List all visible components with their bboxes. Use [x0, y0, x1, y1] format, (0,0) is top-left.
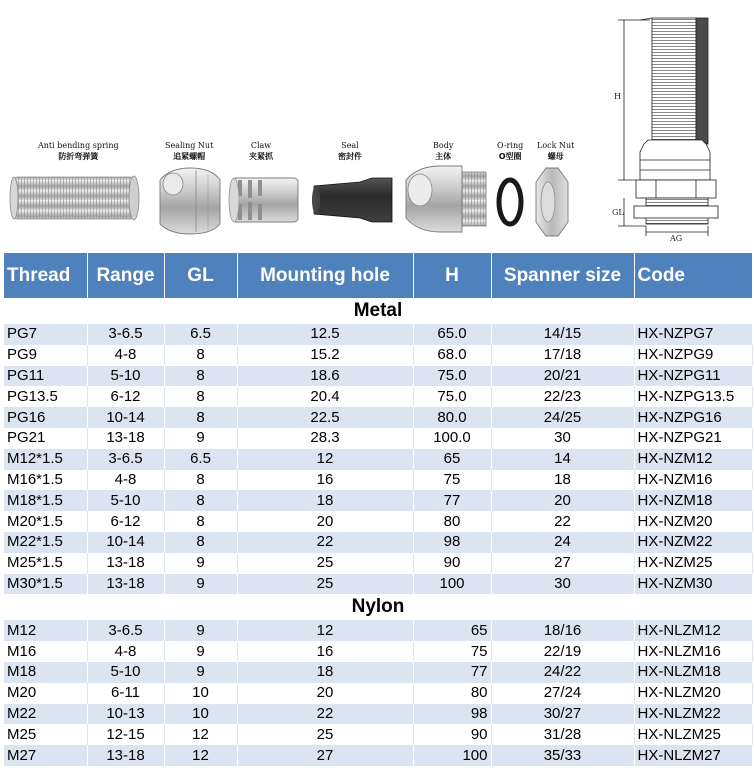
table-row — [4, 449, 752, 470]
cell-code: HX-NLZM22 — [634, 704, 752, 725]
cell-spanner-size: 14/15 — [491, 324, 634, 345]
cell-range: 4-8 — [87, 470, 164, 491]
cell-spanner-size: 24/22 — [491, 662, 634, 683]
cell-h: 100.0 — [413, 428, 491, 449]
part-label-lock-nut: Lock Nut 螺母 — [537, 141, 575, 161]
cell-mounting-hole: 12 — [237, 620, 413, 641]
cell-gl: 10 — [164, 704, 237, 725]
part-label-spring: Anti bending spring 防折弯弹簧 — [38, 141, 119, 161]
part-label-sealing-nut: Sealing Nut 追紧螺帽 — [165, 141, 214, 161]
cell-gl: 12 — [164, 724, 237, 745]
table-header-row — [4, 253, 752, 298]
cell-h: 80.0 — [413, 407, 491, 428]
cell-range: 13-18 — [87, 745, 164, 766]
cell-mounting-hole: 16 — [237, 641, 413, 662]
cell-thread: M20 — [4, 683, 87, 704]
cell-range: 6-11 — [87, 683, 164, 704]
cell-thread: PG13.5 — [4, 386, 87, 407]
cell-mounting-hole: 20.4 — [237, 386, 413, 407]
table-row — [4, 532, 752, 553]
cell-h: 90 — [413, 724, 491, 745]
cell-thread: M25*1.5 — [4, 553, 87, 574]
cell-mounting-hole: 25 — [237, 724, 413, 745]
cell-code: HX-NZPG7 — [634, 324, 752, 345]
cell-thread: PG9 — [4, 345, 87, 366]
table-row — [4, 745, 752, 766]
cell-gl: 8 — [164, 490, 237, 511]
cell-mounting-hole: 25 — [237, 553, 413, 574]
part-label-o-ring: O-ring O型圈 — [497, 141, 524, 161]
cell-spanner-size: 22/19 — [491, 641, 634, 662]
cell-gl: 8 — [164, 511, 237, 532]
table-row — [4, 683, 752, 704]
cell-thread: PG16 — [4, 407, 87, 428]
cell-mounting-hole: 20 — [237, 511, 413, 532]
cell-spanner-size: 22/23 — [491, 386, 634, 407]
cell-h: 98 — [413, 704, 491, 725]
cell-code: HX-NZM25 — [634, 553, 752, 574]
table-row — [4, 704, 752, 725]
cell-mounting-hole: 28.3 — [237, 428, 413, 449]
cell-range: 10-13 — [87, 704, 164, 725]
cell-thread: M22 — [4, 704, 87, 725]
cell-gl: 12 — [164, 745, 237, 766]
spec-table — [4, 253, 753, 766]
cell-range: 12-15 — [87, 724, 164, 745]
cell-h: 100 — [413, 574, 491, 595]
cell-spanner-size: 24/25 — [491, 407, 634, 428]
anti-bending-spring-drawing — [10, 176, 139, 220]
cell-h: 80 — [413, 511, 491, 532]
cell-mounting-hole: 22.5 — [237, 407, 413, 428]
cell-mounting-hole: 18 — [237, 662, 413, 683]
table-row — [4, 620, 752, 641]
seal-drawing — [312, 178, 392, 222]
cell-gl: 8 — [164, 532, 237, 553]
lock-nut-drawing — [536, 168, 568, 236]
cell-spanner-size: 27 — [491, 553, 634, 574]
header-mounting-hole: Mounting hole — [237, 253, 413, 298]
cell-range: 10-14 — [87, 407, 164, 428]
cell-gl: 8 — [164, 345, 237, 366]
cell-gl: 8 — [164, 386, 237, 407]
cell-code: HX-NZPG16 — [634, 407, 752, 428]
cell-spanner-size: 27/24 — [491, 683, 634, 704]
o-ring-drawing — [499, 180, 521, 224]
parts-illustration — [0, 0, 754, 252]
cell-gl: 6.5 — [164, 324, 237, 345]
header-code: Code — [634, 253, 752, 298]
cell-thread: PG11 — [4, 366, 87, 387]
claw-drawing — [229, 178, 298, 222]
cell-code: HX-NZPG21 — [634, 428, 752, 449]
cell-range: 10-14 — [87, 532, 164, 553]
exploded-parts-drawing — [0, 0, 754, 252]
cell-code: HX-NZM22 — [634, 532, 752, 553]
cell-mounting-hole: 12 — [237, 449, 413, 470]
cell-gl: 9 — [164, 662, 237, 683]
cell-h: 65 — [413, 620, 491, 641]
cell-h: 65 — [413, 449, 491, 470]
cell-h: 80 — [413, 683, 491, 704]
cell-gl: 8 — [164, 407, 237, 428]
cell-code: HX-NLZM18 — [634, 662, 752, 683]
table-row — [4, 324, 752, 345]
cell-spanner-size: 30/27 — [491, 704, 634, 725]
cell-gl: 9 — [164, 620, 237, 641]
cell-thread: M12*1.5 — [4, 449, 87, 470]
cell-range: 5-10 — [87, 662, 164, 683]
cell-thread: M12 — [4, 620, 87, 641]
cell-range: 6-12 — [87, 511, 164, 532]
cell-h: 98 — [413, 532, 491, 553]
cell-spanner-size: 18/16 — [491, 620, 634, 641]
table-row — [4, 386, 752, 407]
table-row — [4, 641, 752, 662]
cell-mounting-hole: 20 — [237, 683, 413, 704]
cell-code: HX-NZM30 — [634, 574, 752, 595]
table-row — [4, 511, 752, 532]
part-label-seal: Seal 密封件 — [338, 141, 362, 161]
cell-spanner-size: 20 — [491, 490, 634, 511]
sealing-nut-drawing — [160, 168, 220, 234]
cell-spanner-size: 35/33 — [491, 745, 634, 766]
cell-h: 75.0 — [413, 386, 491, 407]
cell-range: 13-18 — [87, 428, 164, 449]
table-row — [4, 724, 752, 745]
cell-code: HX-NLZM12 — [634, 620, 752, 641]
cell-mounting-hole: 22 — [237, 532, 413, 553]
cell-mounting-hole: 27 — [237, 745, 413, 766]
header-range: Range — [87, 253, 164, 298]
cell-mounting-hole: 16 — [237, 470, 413, 491]
cell-code: HX-NZM12 — [634, 449, 752, 470]
cell-code: HX-NLZM25 — [634, 724, 752, 745]
table-row — [4, 553, 752, 574]
cell-thread: M27 — [4, 745, 87, 766]
cell-thread: M18*1.5 — [4, 490, 87, 511]
cell-h: 68.0 — [413, 345, 491, 366]
cell-range: 3-6.5 — [87, 449, 164, 470]
header-thread: Thread — [4, 253, 87, 298]
section-metal — [4, 298, 752, 324]
cell-range: 6-12 — [87, 386, 164, 407]
cell-gl: 8 — [164, 366, 237, 387]
cell-h: 65.0 — [413, 324, 491, 345]
dimension-drawing — [618, 18, 718, 236]
section-nylon — [4, 594, 752, 620]
header-h: H — [413, 253, 491, 298]
header-gl: GL — [164, 253, 237, 298]
cell-mounting-hole: 22 — [237, 704, 413, 725]
cell-thread: M30*1.5 — [4, 574, 87, 595]
cell-h: 75.0 — [413, 366, 491, 387]
cell-mounting-hole: 12.5 — [237, 324, 413, 345]
cell-code: HX-NZPG13.5 — [634, 386, 752, 407]
table-body — [4, 298, 752, 766]
part-label-body: Body 主体 — [433, 141, 454, 161]
table-row — [4, 574, 752, 595]
cell-gl: 6.5 — [164, 449, 237, 470]
cell-code: HX-NLZM20 — [634, 683, 752, 704]
cell-gl: 9 — [164, 428, 237, 449]
table-row — [4, 407, 752, 428]
table-row — [4, 366, 752, 387]
cell-h: 77 — [413, 662, 491, 683]
cell-gl: 10 — [164, 683, 237, 704]
cell-code: HX-NZM20 — [634, 511, 752, 532]
cell-spanner-size: 18 — [491, 470, 634, 491]
cell-mounting-hole: 15.2 — [237, 345, 413, 366]
table-row — [4, 345, 752, 366]
cell-h: 77 — [413, 490, 491, 511]
cell-code: HX-NZM18 — [634, 490, 752, 511]
cell-spanner-size: 17/18 — [491, 345, 634, 366]
cell-h: 75 — [413, 470, 491, 491]
cell-code: HX-NZPG11 — [634, 366, 752, 387]
table-row — [4, 490, 752, 511]
body-drawing — [406, 166, 486, 232]
cell-spanner-size: 31/28 — [491, 724, 634, 745]
cell-gl: 9 — [164, 574, 237, 595]
cell-range: 5-10 — [87, 490, 164, 511]
table-row — [4, 470, 752, 491]
section-title-nylon: Nylon — [4, 594, 752, 620]
cell-code: HX-NZPG9 — [634, 345, 752, 366]
cell-range: 3-6.5 — [87, 620, 164, 641]
cell-gl: 9 — [164, 641, 237, 662]
cell-mounting-hole: 18 — [237, 490, 413, 511]
cell-range: 4-8 — [87, 345, 164, 366]
cell-thread: M16*1.5 — [4, 470, 87, 491]
cell-thread: M20*1.5 — [4, 511, 87, 532]
cell-thread: M18 — [4, 662, 87, 683]
cell-range: 4-8 — [87, 641, 164, 662]
cell-spanner-size: 30 — [491, 428, 634, 449]
cell-range: 13-18 — [87, 553, 164, 574]
cell-gl: 8 — [164, 470, 237, 491]
cell-spanner-size: 30 — [491, 574, 634, 595]
cell-h: 90 — [413, 553, 491, 574]
dimension-h-label: H — [614, 92, 621, 101]
cell-spanner-size: 22 — [491, 511, 634, 532]
dimension-ag-label: AG — [670, 234, 683, 243]
cell-thread: M16 — [4, 641, 87, 662]
cell-range: 13-18 — [87, 574, 164, 595]
cell-spanner-size: 20/21 — [491, 366, 634, 387]
cell-mounting-hole: 18.6 — [237, 366, 413, 387]
table-row — [4, 428, 752, 449]
cell-range: 3-6.5 — [87, 324, 164, 345]
cell-thread: M22*1.5 — [4, 532, 87, 553]
cell-thread: PG21 — [4, 428, 87, 449]
header-spanner-size: Spanner size — [491, 253, 634, 298]
cell-spanner-size: 14 — [491, 449, 634, 470]
part-label-claw: Claw 夹紧抓 — [249, 141, 273, 161]
cell-gl: 9 — [164, 553, 237, 574]
cell-thread: M25 — [4, 724, 87, 745]
cell-spanner-size: 24 — [491, 532, 634, 553]
cell-code: HX-NLZM27 — [634, 745, 752, 766]
cell-h: 100 — [413, 745, 491, 766]
cell-code: HX-NLZM16 — [634, 641, 752, 662]
cell-range: 5-10 — [87, 366, 164, 387]
cell-mounting-hole: 25 — [237, 574, 413, 595]
table-row — [4, 662, 752, 683]
dimension-gl-label: GL — [612, 208, 624, 217]
cell-thread: PG7 — [4, 324, 87, 345]
section-title-metal: Metal — [4, 298, 752, 324]
cell-code: HX-NZM16 — [634, 470, 752, 491]
cell-h: 75 — [413, 641, 491, 662]
